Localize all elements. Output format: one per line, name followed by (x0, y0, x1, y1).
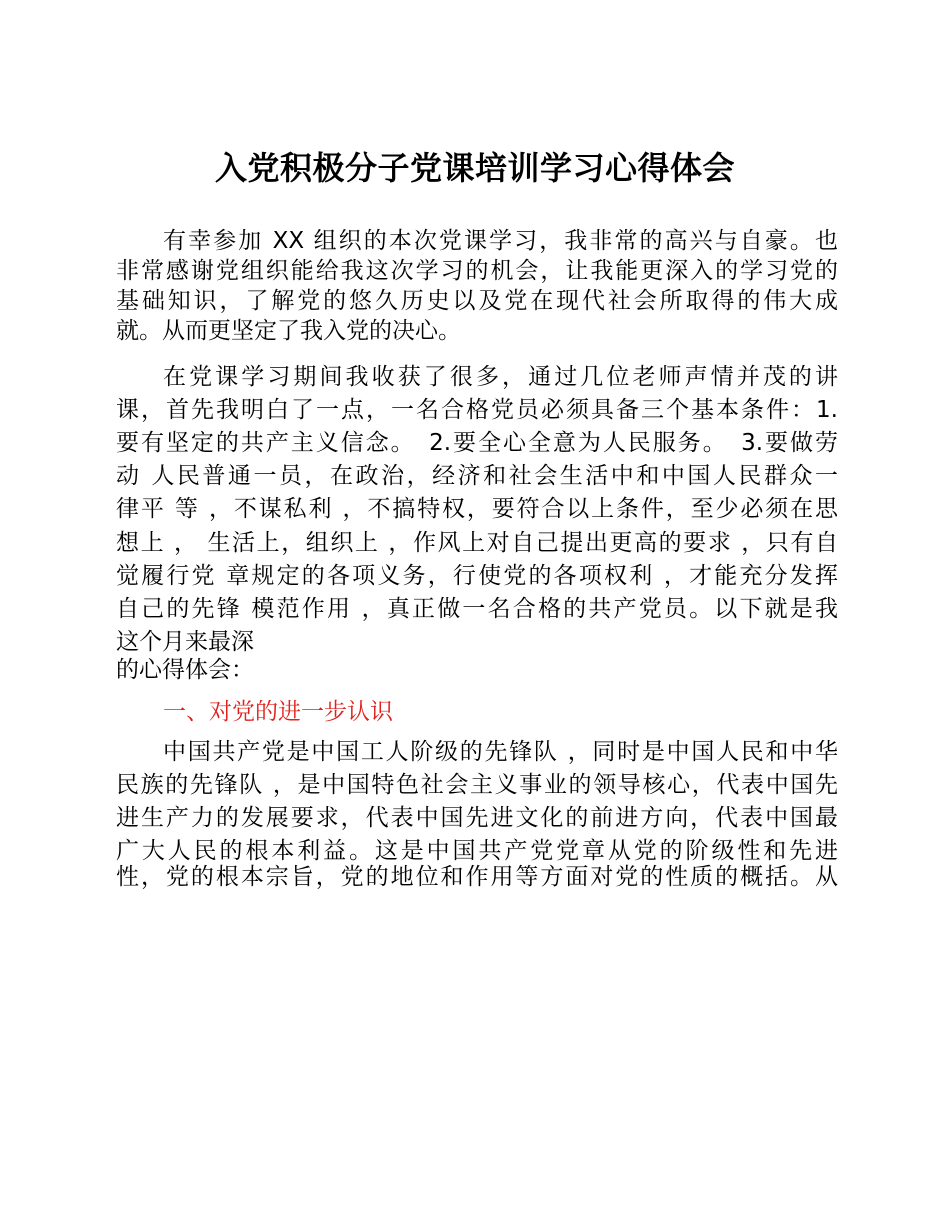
document-title: 入党积极分子党课培训学习心得体会 (214, 149, 735, 187)
paragraph-2-line-8: 自己的先锋 模范作用 ，真正做一名合格的共产党员。以下就是我 (116, 596, 838, 622)
paragraph-2-line-6: 想上 ， 生活上，组织上 ，作风上对自己提出更高的要求 ，只有自 (116, 530, 838, 556)
section-paragraph-line-2: 民族的先锋队 ，是中国特色社会主义事业的领导核心，代表中国先 (116, 772, 838, 798)
section-heading: 一、对党的进一步认识 (163, 699, 393, 725)
paragraph-1-line-4: 就。从而更坚定了我入党的决心。 (116, 318, 461, 344)
paragraph-2-line-3: 要有坚定的共产主义信念。 2.要全心全意为人民服务。 3.要做劳 (116, 430, 838, 456)
paragraph-2-line-5: 律平 等 ，不谋私利 ，不搞特权，要符合以上条件，至少必须在思 (116, 496, 838, 522)
paragraph-1-line-1: 有幸参加 XX 组织的本次党课学习，我非常的高兴与自豪。也 (163, 228, 838, 254)
paragraph-1-line-3: 基础知识，了解党的悠久历史以及党在现代社会所取得的伟大成 (116, 288, 838, 314)
paragraph-2-line-2: 课，首先我明白了一点，一名合格党员必须具备三个基本条件：1. (116, 397, 838, 423)
paragraph-2-line-4: 动 人民普通一员，在政治，经济和社会生活中和中国人民群众一 (116, 463, 838, 489)
paragraph-2-line-9: 这个月来最深 (116, 629, 254, 655)
paragraph-1-line-2: 非常感谢党组织能给我这次学习的机会，让我能更深入的学习党的 (116, 258, 838, 284)
paragraph-2-line-7: 觉履行党 章规定的各项义务，行使党的各项权利 ，才能充分发挥 (116, 563, 838, 589)
section-paragraph-line-3: 进生产力的发展要求，代表中国先进文化的前进方向，代表中国最 (116, 805, 838, 831)
paragraph-2-line-10: 的心得体会： (116, 657, 254, 683)
section-paragraph-line-5: 性，党的根本宗旨，党的地位和作用等方面对党的性质的概括。从 (116, 864, 838, 890)
section-paragraph-line-4: 广大人民的根本利益。这是中国共产党党章从党的阶级性和先进 (116, 838, 838, 864)
paragraph-2-line-1: 在党课学习期间我收获了很多，通过几位老师声情并茂的讲 (163, 364, 838, 390)
section-paragraph-line-1: 中国共产党是中国工人阶级的先锋队 ，同时是中国人民和中华 (163, 739, 838, 765)
